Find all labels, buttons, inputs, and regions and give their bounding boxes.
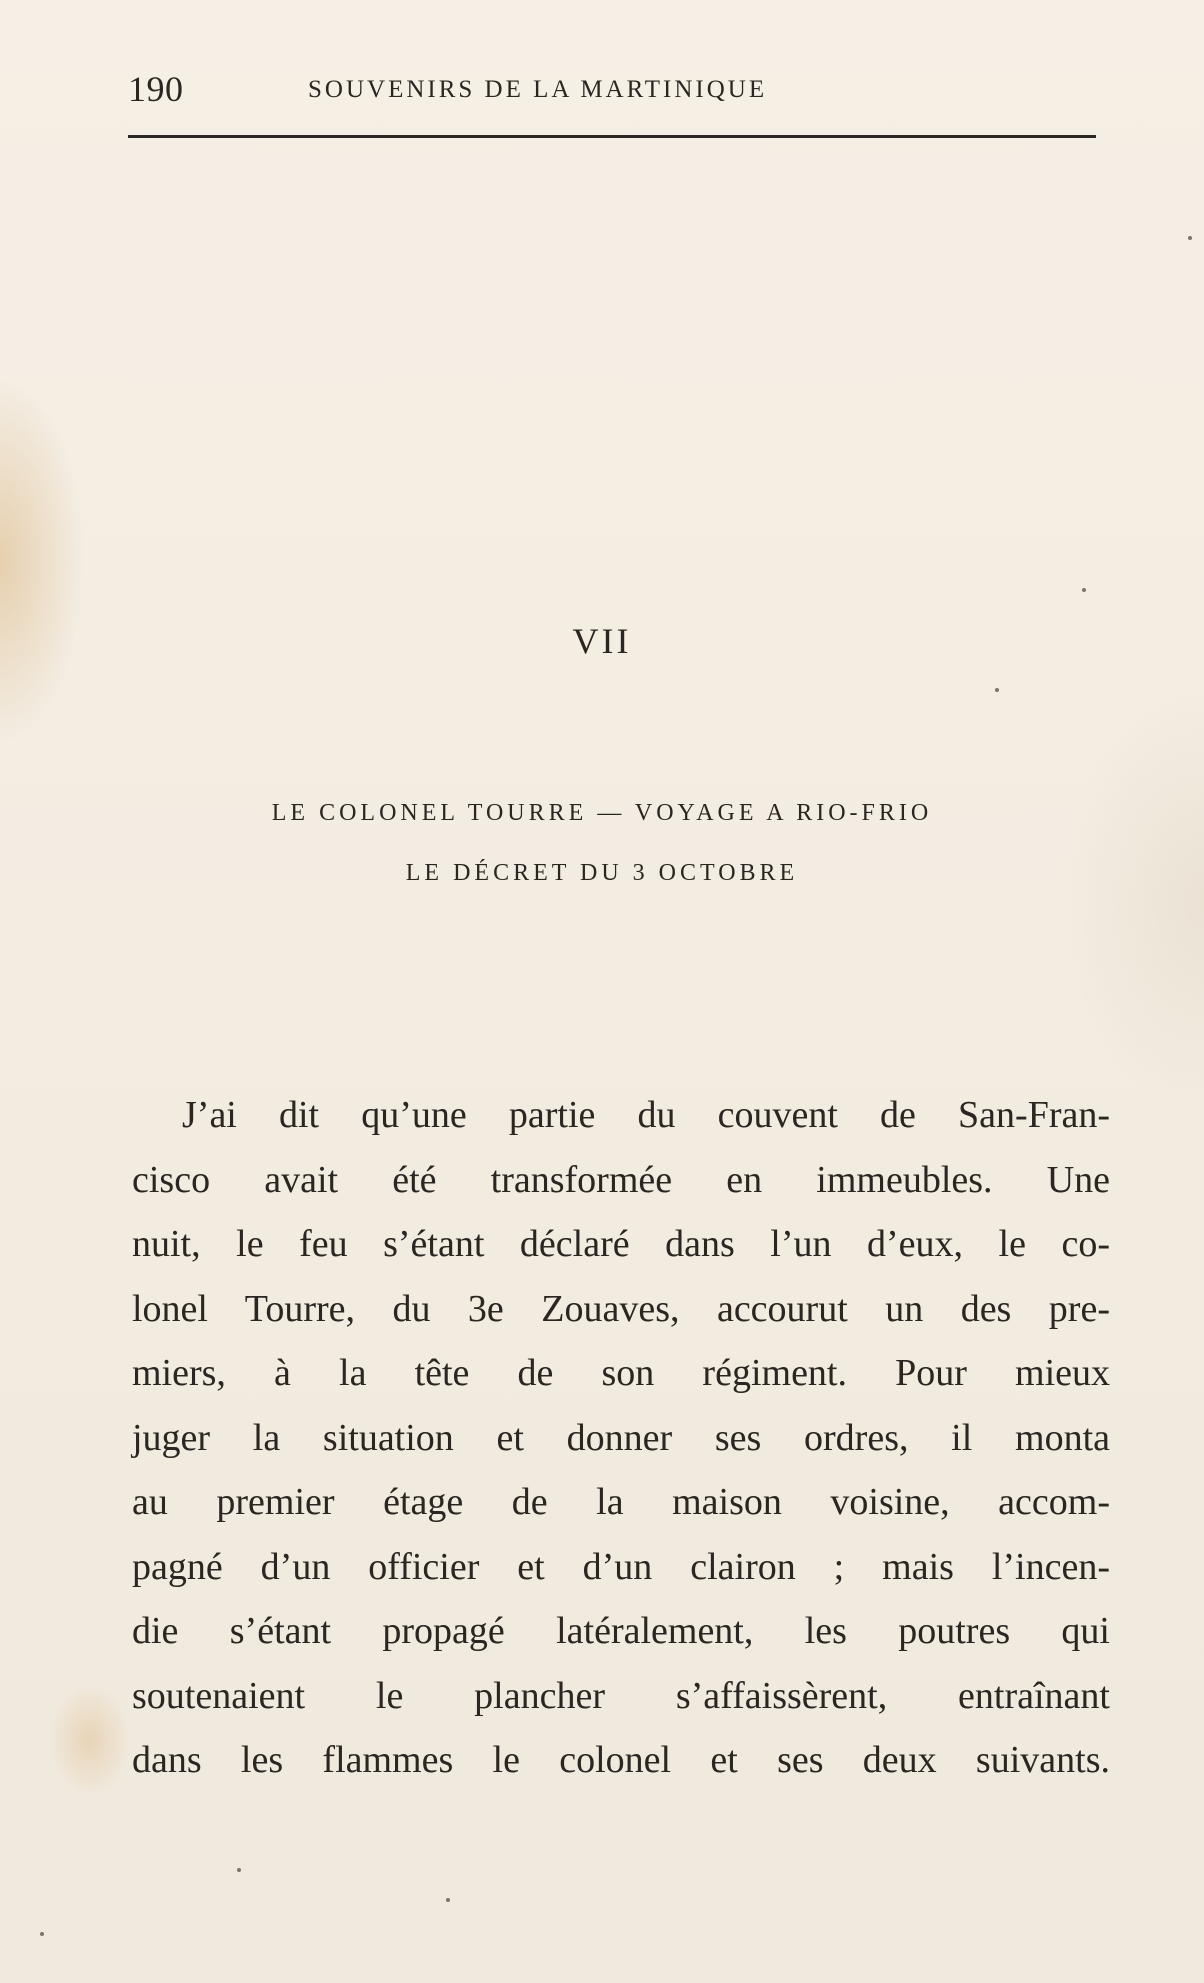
text-line: au premier étage de la maison voisine, accom- bbox=[132, 1481, 1110, 1523]
chapter-number: VII bbox=[572, 621, 632, 661]
paper-speck bbox=[1188, 236, 1192, 240]
text-line: miers, à la tête de son régiment. Pour mieux bbox=[132, 1352, 1110, 1394]
paper-speck bbox=[1082, 588, 1086, 592]
chapter-title-line-1: LE COLONEL TOURRE — VOYAGE A RIO-FRIO bbox=[271, 800, 933, 826]
text-line: dans les flammes le colonel et ses deux suivants. bbox=[132, 1739, 1110, 1781]
paper-speck bbox=[446, 1898, 450, 1902]
text-line: lonel Tourre, du 3e Zouaves, accourut un des pre- bbox=[132, 1287, 1110, 1330]
text-line: juger la situation et donner ses ordres, il monta bbox=[132, 1416, 1110, 1459]
paper-speck bbox=[995, 688, 999, 692]
paper-speck bbox=[40, 1932, 44, 1936]
header-rule bbox=[128, 135, 1096, 138]
text-line: J’ai dit qu’une partie du couvent de San-Fran- bbox=[182, 1094, 1110, 1136]
text-line: soutenaient le plancher s’affaissèrent, entraînant bbox=[132, 1674, 1110, 1717]
text-line: pagné d’un officier et d’un clairon ; mais l’incen- bbox=[132, 1545, 1110, 1588]
chapter-title-line-2: LE DÉCRET DU 3 OCTOBRE bbox=[405, 860, 799, 886]
text-line: cisco avait été transformée en immeubles. Une bbox=[132, 1158, 1110, 1201]
running-header bbox=[128, 68, 1096, 112]
paper-speck bbox=[237, 1868, 241, 1872]
text-line: nuit, le feu s’étant déclaré dans l’un d’eux, le co- bbox=[132, 1223, 1110, 1265]
running-title: SOUVENIRS DE LA MARTINIQUE bbox=[308, 76, 768, 103]
body-paragraph bbox=[132, 1083, 1110, 1793]
text-line: die s’étant propagé latéralement, les poutres qui bbox=[132, 1610, 1110, 1652]
page-number: 190 bbox=[128, 69, 184, 109]
